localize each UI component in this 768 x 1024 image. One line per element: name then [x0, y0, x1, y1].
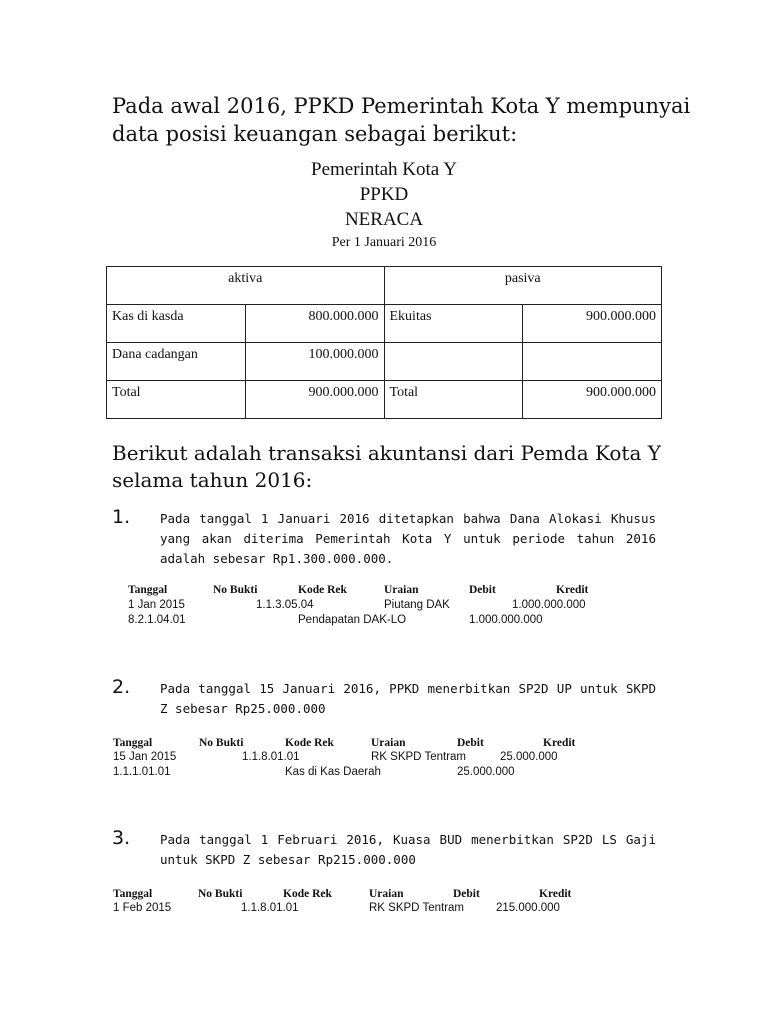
row-tanggal: 1 Jan 2015	[128, 599, 185, 611]
aktiva-value: 900.000.000	[245, 381, 384, 419]
row-uraian: RK SKPD Tentram	[369, 902, 465, 914]
item-text: Pada tanggal 1 Januari 2016 ditetapkan bahwa Dana Alokasi Khusus yang akan diterima Pemerintah Kota Y untuk periode tahun 2016 adalah sebesar Rp1.300.000.000.	[160, 511, 656, 566]
row-kode-rek: 1.1.8.01.01	[241, 902, 299, 914]
header-no-bukti: No Bukti	[198, 888, 243, 900]
table-row	[107, 381, 662, 419]
aktiva-label: Dana cadangan	[107, 343, 246, 381]
row-amount: 215.000.000	[496, 902, 560, 914]
header-tanggal: Tanggal	[113, 737, 153, 749]
row-amount: 25.000.000	[457, 766, 515, 778]
pasiva-value: 900.000.000	[523, 305, 662, 343]
table-row	[107, 305, 662, 343]
row-uraian: Pendapatan DAK-LO	[298, 614, 407, 626]
row-tanggal: 1.1.1.01.01	[113, 766, 171, 778]
header-kredit: Kredit	[556, 584, 589, 596]
item-text: Pada tanggal 1 Februari 2016, Kuasa BUD menerbitkan SP2D LS Gaji untuk SKPD Z sebesar Rp215.000.000	[160, 832, 656, 867]
header-kode-rek: Kode Rek	[285, 737, 334, 749]
header-debit: Debit	[469, 584, 496, 596]
intro-paragraph: Pada awal 2016, PPKD Pemerintah Kota Y mempunyai data posisi keuangan sebagai berikut:	[112, 94, 691, 146]
aktiva-header: aktiva	[107, 267, 385, 305]
item-number: 2.	[112, 676, 131, 698]
header-kode-rek: Kode Rek	[298, 584, 347, 596]
table-row	[107, 343, 662, 381]
transactions-intro: Berikut adalah transaksi akuntansi dari Pemda Kota Y selama tahun 2016:	[112, 441, 661, 492]
row-tanggal: 1 Feb 2015	[113, 902, 172, 914]
neraca-table	[106, 266, 662, 419]
row-kode-rek: 1.1.3.05.04	[256, 599, 314, 611]
header-kredit: Kredit	[543, 737, 576, 749]
aktiva-value: 800.000.000	[245, 305, 384, 343]
item-text: Pada tanggal 15 Januari 2016, PPKD menerbitkan SP2D UP untuk SKPD Z sebesar Rp25.000.000	[160, 681, 656, 716]
heading-entity: Pemerintah Kota Y	[311, 159, 457, 180]
row-uraian: Kas di Kas Daerah	[285, 766, 381, 778]
header-debit: Debit	[457, 737, 484, 749]
row-amount: 25.000.000	[500, 751, 558, 763]
row-uraian: Piutang DAK	[384, 599, 450, 611]
row-amount: 1.000.000.000	[469, 614, 543, 626]
item-number: 3.	[112, 827, 131, 849]
header-tanggal: Tanggal	[128, 584, 168, 596]
aktiva-value: 100.000.000	[245, 343, 384, 381]
heading-report-title: NERACA	[344, 209, 424, 230]
header-no-bukti: No Bukti	[199, 737, 244, 749]
pasiva-value	[523, 343, 662, 381]
pasiva-value: 900.000.000	[523, 381, 662, 419]
pasiva-label: Total	[384, 381, 523, 419]
header-no-bukti: No Bukti	[213, 584, 258, 596]
heading-date: Per 1 Januari 2016	[331, 235, 437, 250]
header-tanggal: Tanggal	[113, 888, 153, 900]
header-kredit: Kredit	[539, 888, 572, 900]
item-number: 1.	[112, 506, 131, 528]
heading-unit: PPKD	[359, 184, 409, 205]
row-uraian: RK SKPD Tentram	[371, 751, 467, 763]
header-uraian: Uraian	[384, 584, 419, 596]
pasiva-label: Ekuitas	[384, 305, 523, 343]
pasiva-label	[384, 343, 523, 381]
header-debit: Debit	[453, 888, 480, 900]
aktiva-label: Total	[107, 381, 246, 419]
aktiva-label: Kas di kasda	[107, 305, 246, 343]
row-amount: 1.000.000.000	[512, 599, 586, 611]
pasiva-header: pasiva	[384, 267, 662, 305]
neraca-header-row	[107, 267, 662, 305]
row-tanggal: 15 Jan 2015	[113, 751, 177, 763]
header-uraian: Uraian	[371, 737, 406, 749]
row-kode-rek: 1.1.8.01.01	[242, 751, 300, 763]
header-kode-rek: Kode Rek	[283, 888, 332, 900]
header-uraian: Uraian	[369, 888, 404, 900]
row-tanggal: 8.2.1.04.01	[128, 614, 186, 626]
